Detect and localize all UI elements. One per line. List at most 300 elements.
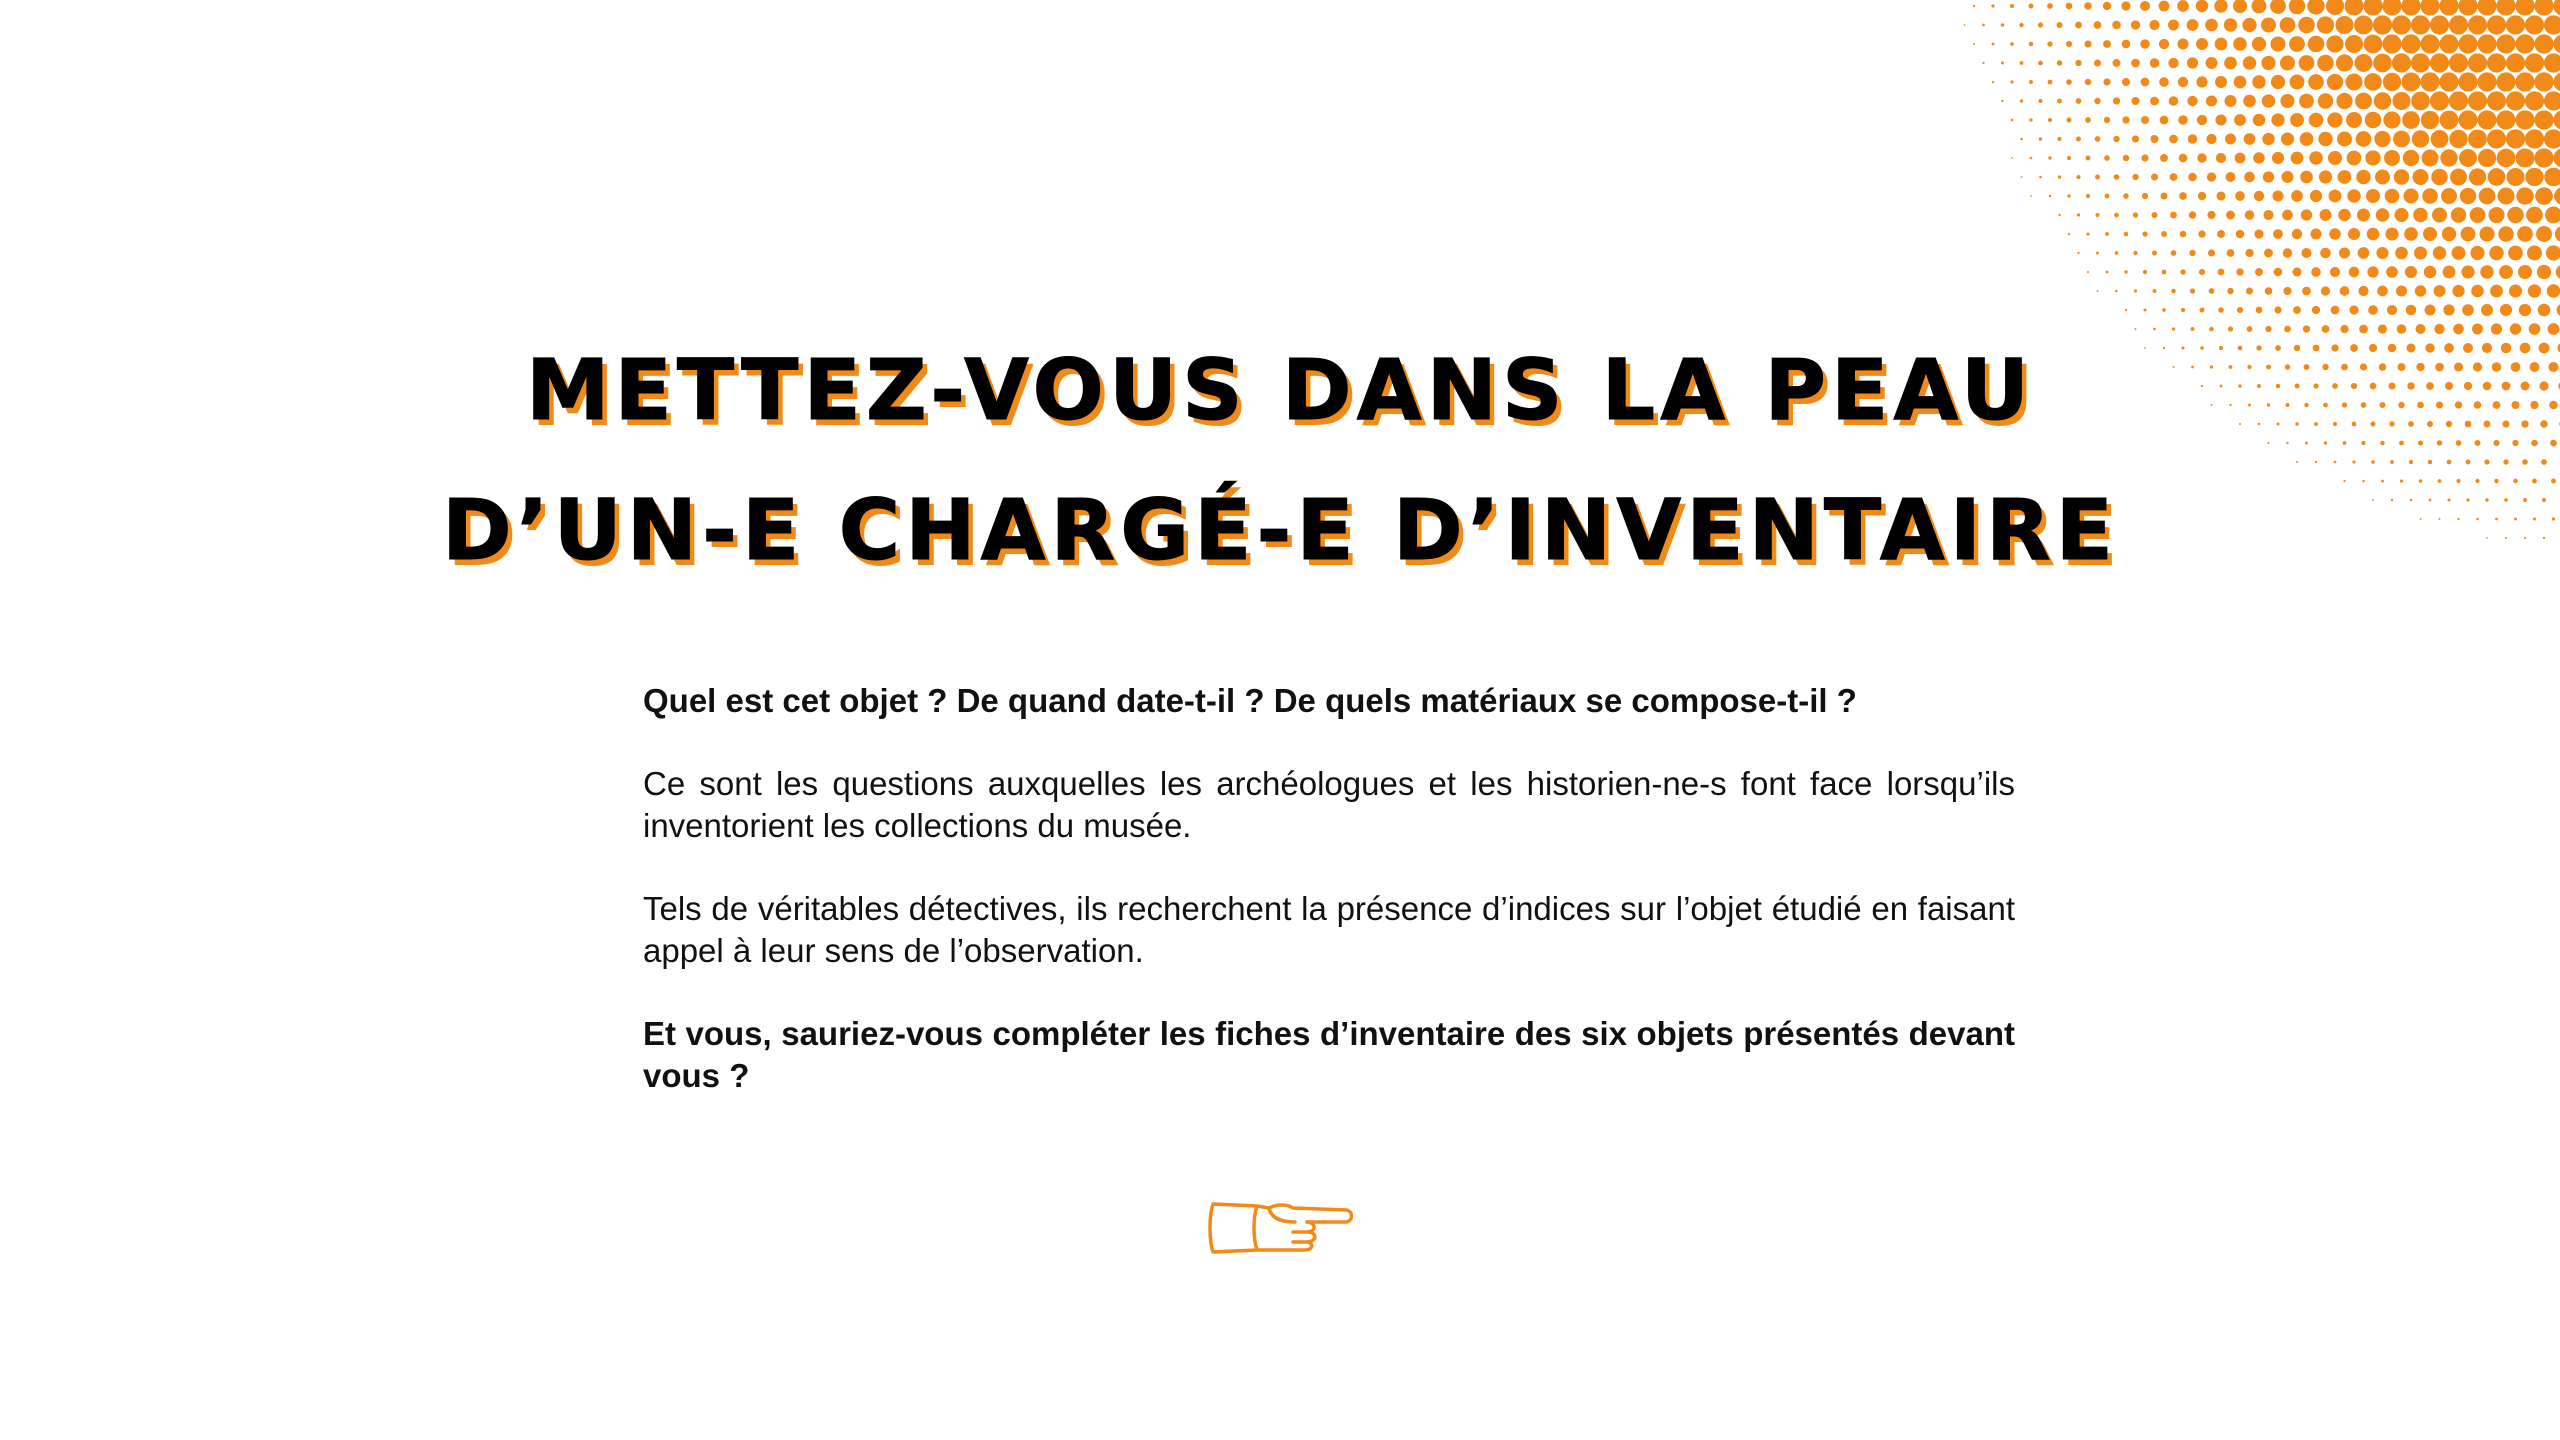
halftone-dot <box>2411 92 2430 111</box>
halftone-dot <box>2114 213 2119 218</box>
halftone-dot <box>2443 266 2456 279</box>
halftone-dot <box>2385 189 2400 204</box>
halftone-dot <box>2387 305 2397 315</box>
halftone-dot <box>2442 227 2456 241</box>
halftone-dot <box>2151 135 2159 143</box>
halftone-dot <box>2048 156 2051 159</box>
halftone-dot <box>2125 309 2127 311</box>
halftone-dot <box>2170 173 2178 181</box>
halftone-dot <box>2525 15 2544 34</box>
halftone-dot <box>2309 151 2322 164</box>
halftone-dot <box>2392 53 2411 72</box>
challenge-paragraph: Et vous, sauriez-vous compléter les fiches d’inventaire des six objets présentés devant vous ? <box>643 1015 2015 1094</box>
halftone-dot <box>2168 58 2178 68</box>
halftone-dot <box>2386 266 2398 278</box>
halftone-dot <box>2346 112 2362 128</box>
context-paragraph: Ce sont les questions auxquelles les archéologues et les historien-ne-s font face lorsqu’ils inventorient les collections du musée. <box>643 765 2015 844</box>
halftone-dot <box>2329 228 2341 240</box>
halftone-dot <box>2356 170 2370 184</box>
halftone-dot <box>2235 153 2246 164</box>
halftone-dot <box>2301 209 2312 220</box>
halftone-dot <box>2338 209 2350 221</box>
halftone-dot <box>2536 226 2552 242</box>
halftone-dot <box>2252 0 2267 13</box>
halftone-dot <box>2106 271 2109 274</box>
halftone-dot <box>2133 212 2138 217</box>
halftone-dot <box>2132 174 2138 180</box>
halftone-dot <box>2368 305 2378 315</box>
halftone-dot <box>2349 305 2358 314</box>
halftone-dot <box>2507 207 2523 223</box>
question-paragraph: Quel est cet objet ? De quand date-t-il ? De quels matériaux se compose-t-il ? <box>643 682 1857 719</box>
halftone-dot <box>2326 35 2343 52</box>
halftone-dot <box>2058 175 2061 178</box>
halftone-dot <box>2497 149 2516 168</box>
halftone-dot <box>2001 61 2004 64</box>
halftone-dot <box>2206 134 2216 144</box>
halftone-dot <box>2534 148 2553 167</box>
halftone-dot <box>2291 152 2304 165</box>
halftone-dot <box>2153 289 2157 293</box>
halftone-dot <box>2366 189 2380 203</box>
halftone-dot <box>2057 99 2062 104</box>
halftone-dot <box>2274 306 2281 313</box>
halftone-dot <box>2048 118 2052 122</box>
halftone-dot <box>2047 3 2053 9</box>
halftone-dot <box>2141 78 2150 87</box>
halftone-dot <box>2048 80 2053 85</box>
halftone-dot <box>2039 137 2042 140</box>
halftone-dot <box>2395 247 2408 260</box>
halftone-dot <box>2312 306 2320 314</box>
halftone-dot <box>2011 119 2014 122</box>
halftone-dot <box>2392 15 2411 34</box>
halftone-dot <box>2376 208 2390 222</box>
halftone-dot <box>2425 305 2436 316</box>
halftone-dot <box>2517 226 2533 242</box>
halftone-dot <box>2525 53 2544 72</box>
halftone-dot <box>2038 61 2043 66</box>
halftone-dot <box>2272 190 2283 201</box>
halftone-dot <box>2392 92 2410 110</box>
halftone-dot <box>2086 156 2091 161</box>
halftone-dot <box>2468 53 2487 72</box>
halftone-dot <box>2256 307 2263 314</box>
halftone-dot <box>2374 92 2391 109</box>
halftone-dot <box>2283 287 2291 295</box>
halftone-dot <box>2307 0 2324 15</box>
halftone-dot <box>2289 36 2305 52</box>
halftone-dot <box>2458 0 2477 16</box>
halftone-dot <box>2299 55 2315 71</box>
halftone-dot <box>2553 34 2560 53</box>
halftone-dot <box>2546 245 2560 260</box>
halftone-dot <box>2556 265 2560 279</box>
halftone-dot <box>2097 290 2099 292</box>
halftone-dot <box>2225 95 2237 107</box>
halftone-dot <box>2293 306 2301 314</box>
halftone-dot <box>2411 15 2430 34</box>
halftone-dot <box>2105 232 2109 236</box>
halftone-dot <box>2320 248 2331 259</box>
halftone-dot <box>2198 192 2206 200</box>
halftone-dot <box>2207 211 2215 219</box>
halftone-dot <box>2320 209 2332 221</box>
halftone-dot <box>2227 249 2235 257</box>
halftone-dot <box>2329 190 2342 203</box>
halftone-dot <box>2401 72 2420 91</box>
halftone-dot <box>2011 157 2013 159</box>
halftone-dot <box>2234 76 2247 89</box>
halftone-dot <box>2339 247 2350 258</box>
halftone-dot <box>2209 288 2215 294</box>
halftone-dot <box>2227 288 2233 294</box>
halftone-dot <box>2243 56 2256 69</box>
halftone-dot <box>2420 0 2439 16</box>
halftone-dot <box>2289 0 2306 14</box>
halftone-dot <box>2246 287 2253 294</box>
halftone-dot <box>2019 23 2023 27</box>
halftone-dot <box>2506 53 2525 72</box>
halftone-dot <box>2449 15 2468 34</box>
halftone-dot <box>2159 1 2170 12</box>
halftone-dot <box>2553 148 2560 167</box>
halftone-dot <box>2347 151 2362 166</box>
halftone-dot <box>2487 15 2506 34</box>
halftone-dot <box>2206 95 2217 106</box>
halftone-dot <box>2236 230 2245 239</box>
halftone-dot <box>2067 118 2072 123</box>
halftone-dot <box>2328 151 2342 165</box>
halftone-dot <box>2188 173 2197 182</box>
halftone-dot <box>2515 110 2534 129</box>
halftone-dot <box>2430 15 2449 34</box>
halftone-dot <box>2439 34 2458 53</box>
halftone-dot <box>2121 1 2130 10</box>
halftone-dot <box>2519 304 2531 316</box>
halftone-dot <box>2487 91 2506 110</box>
halftone-dot <box>2270 0 2286 14</box>
halftone-dot <box>2420 34 2439 53</box>
halftone-dot <box>2300 132 2314 146</box>
halftone-dot <box>2152 250 2157 255</box>
halftone-dot <box>2187 96 2197 106</box>
halftone-dot <box>2113 59 2121 67</box>
halftone-dot <box>2237 307 2243 313</box>
halftone-dot <box>2272 152 2284 164</box>
halftone-dot <box>2547 284 2560 298</box>
halftone-dot <box>2096 213 2100 217</box>
halftone-dot <box>2254 229 2263 238</box>
halftone-dot <box>1982 24 1985 27</box>
halftone-dot <box>2327 112 2342 127</box>
halftone-dot <box>2290 75 2305 90</box>
halftone-dot <box>2094 59 2101 66</box>
halftone-dot <box>2177 38 2188 49</box>
halftone-dot <box>2336 93 2352 109</box>
halftone-dot <box>2242 18 2256 32</box>
halftone-dot <box>2215 76 2227 88</box>
halftone-dot <box>2477 34 2496 53</box>
halftone-dot <box>2349 267 2360 278</box>
halftone-dot <box>2413 169 2429 185</box>
halftone-dot <box>2415 285 2426 296</box>
halftone-dot <box>2300 171 2313 184</box>
halftone-dot <box>2337 131 2352 146</box>
halftone-dot <box>2075 60 2081 66</box>
halftone-dot <box>2047 41 2052 46</box>
halftone-dot <box>2470 246 2484 260</box>
halftone-dot <box>2433 246 2446 259</box>
halftone-dot <box>2215 38 2228 51</box>
halftone-dot <box>2345 35 2363 53</box>
halftone-dot <box>2382 0 2401 16</box>
halftone-dot <box>1973 43 1975 45</box>
halftone-dot <box>2335 16 2353 34</box>
halftone-dot <box>2374 131 2390 147</box>
halftone-dot <box>2394 169 2409 184</box>
halftone-dot <box>2105 194 2110 199</box>
halftone-dot <box>2113 97 2120 104</box>
halftone-dot <box>2263 171 2274 182</box>
halftone-dot <box>2468 91 2487 110</box>
halftone-dot <box>2123 155 2129 161</box>
halftone-dot <box>2490 285 2503 298</box>
halftone-dot <box>2038 99 2042 103</box>
halftone-dot <box>2423 227 2437 241</box>
halftone-dot <box>2500 304 2512 316</box>
halftone-dot <box>2506 129 2525 148</box>
pointing-hand-icon[interactable] <box>1207 1198 1353 1258</box>
halftone-dot <box>2326 0 2344 15</box>
halftone-dot <box>2506 168 2524 186</box>
halftone-dot <box>2189 211 2196 218</box>
halftone-dot <box>2253 152 2264 163</box>
halftone-dot <box>2431 169 2447 185</box>
halftone-dot <box>2413 208 2428 223</box>
halftone-dot <box>2067 156 2071 160</box>
halftone-dot <box>2281 132 2294 145</box>
halftone-dot <box>2383 73 2401 91</box>
halftone-dot <box>2431 130 2449 148</box>
halftone-dot <box>2190 288 2195 293</box>
halftone-dot <box>2345 0 2364 15</box>
halftone-dot <box>1973 5 1975 7</box>
halftone-dot <box>2095 175 2100 180</box>
halftone-dot <box>2488 168 2506 186</box>
halftone-dot <box>2411 53 2430 72</box>
halftone-dot <box>2187 57 2198 68</box>
halftone-dot <box>2440 149 2457 166</box>
halftone-dot <box>2302 287 2311 296</box>
halftone-dot <box>2198 230 2205 237</box>
halftone-dot <box>2394 208 2408 222</box>
halftone-dot <box>2311 267 2321 277</box>
halftone-dot <box>2393 131 2410 148</box>
title-line-2: D’UN-E CHARGÉ-E D’INVENTAIRE <box>441 481 2119 579</box>
halftone-dot <box>2255 268 2263 276</box>
halftone-dot <box>2103 2 2111 10</box>
slide-title <box>0 320 2560 600</box>
halftone-dot <box>2406 305 2417 316</box>
halftone-dot <box>2405 266 2417 278</box>
halftone-dot <box>2461 265 2474 278</box>
halftone-dot <box>2528 284 2541 297</box>
halftone-dot <box>2029 80 2033 84</box>
halftone-dot <box>2057 137 2061 141</box>
halftone-dot <box>2357 208 2370 221</box>
halftone-dot <box>2318 132 2332 146</box>
halftone-dot <box>2149 20 2159 30</box>
halftone-dot <box>2364 73 2382 91</box>
halftone-dot <box>2516 187 2533 204</box>
halftone-dot <box>2348 228 2360 240</box>
halftone-dot <box>2141 154 2148 161</box>
halftone-dot <box>2356 131 2372 147</box>
halftone-dot <box>2122 78 2130 86</box>
halftone-dot <box>2518 265 2532 279</box>
halftone-dot <box>2534 72 2553 91</box>
halftone-dot <box>2449 91 2468 110</box>
halftone-dot <box>2499 265 2513 279</box>
halftone-dot <box>2095 136 2101 142</box>
halftone-dot <box>2225 134 2236 145</box>
halftone-dot <box>2161 193 2168 200</box>
halftone-dot <box>2489 246 2503 260</box>
halftone-dot <box>2233 0 2247 13</box>
halftone-dot <box>2254 191 2264 201</box>
halftone-dot <box>2029 4 2034 9</box>
halftone-dot <box>2140 39 2149 48</box>
halftone-dot <box>2354 16 2373 35</box>
halftone-dot <box>2506 15 2525 34</box>
halftone-dot <box>2462 304 2474 316</box>
halftone-dot <box>2345 73 2362 90</box>
halftone-dot <box>2557 304 2560 317</box>
halftone-dot <box>2480 265 2494 279</box>
halftone-dot <box>2076 98 2082 104</box>
halftone-dot <box>2538 304 2551 317</box>
halftone-dot <box>2377 286 2388 297</box>
halftone-dot <box>2443 304 2454 315</box>
halftone-dot <box>2197 115 2207 125</box>
halftone-dot <box>2508 246 2523 261</box>
halftone-dot <box>2340 286 2350 296</box>
halftone-dot <box>2244 172 2255 183</box>
halftone-dot <box>2180 269 2185 274</box>
halftone-dot <box>2234 114 2246 126</box>
halftone-dot <box>2280 17 2296 33</box>
halftone-dot <box>2477 110 2496 129</box>
halftone-dot <box>2403 188 2418 203</box>
halftone-dot <box>2458 72 2477 91</box>
halftone-dot <box>2196 76 2207 87</box>
halftone-dot <box>2396 285 2407 296</box>
halftone-dot <box>2498 226 2513 241</box>
halftone-dot <box>2430 91 2449 110</box>
halftone-dot <box>2478 149 2496 167</box>
halftone-dot <box>2291 190 2303 202</box>
halftone-dot <box>2124 270 2127 273</box>
halftone-dot <box>2401 0 2420 16</box>
halftone-dot <box>2131 20 2140 29</box>
halftone-dot <box>2468 15 2487 34</box>
halftone-dot <box>2432 208 2447 223</box>
halftone-dot <box>2160 154 2168 162</box>
halftone-dot <box>1991 4 1994 7</box>
halftone-dot <box>2039 176 2042 179</box>
halftone-dot <box>2496 34 2515 53</box>
halftone-dot <box>2218 269 2225 276</box>
halftone-dot <box>2020 138 2023 141</box>
halftone-dot <box>2038 22 2043 27</box>
halftone-dot <box>2010 42 2014 46</box>
halftone-dot <box>2115 290 2118 293</box>
halftone-dot <box>2021 176 2023 178</box>
halftone-dot <box>2309 113 2324 128</box>
halftone-dot <box>2245 249 2253 257</box>
halftone-dot <box>2197 153 2206 162</box>
halftone-dot <box>2506 91 2525 110</box>
halftone-dot <box>2143 270 2147 274</box>
halftone-dot <box>2509 284 2522 297</box>
halftone-dot <box>2245 210 2254 219</box>
halftone-dot <box>2076 137 2081 142</box>
halftone-dot <box>2317 55 2333 71</box>
halftone-dot <box>2422 188 2437 203</box>
halftone-dot <box>2196 38 2208 50</box>
halftone-dot <box>2544 53 2560 72</box>
halftone-dot <box>2321 286 2330 295</box>
halftone-dot <box>2150 58 2160 68</box>
halftone-dot <box>2113 136 2119 142</box>
halftone-dot <box>2365 112 2382 129</box>
halftone-dot <box>2270 36 2285 51</box>
halftone-dot <box>2084 2 2092 10</box>
halftone-dot <box>2449 130 2467 148</box>
halftone-dot <box>2151 173 2158 180</box>
halftone-dot <box>1992 81 1994 83</box>
halftone-dot <box>2471 285 2484 298</box>
halftone-dot <box>2534 34 2553 53</box>
halftone-dot <box>2169 96 2179 106</box>
halftone-dot <box>2243 95 2256 108</box>
halftone-dot <box>2262 133 2274 145</box>
halftone-dot <box>2544 129 2560 148</box>
halftone-dot <box>2373 54 2392 73</box>
halftone-dot <box>2096 252 2099 255</box>
halftone-dot <box>2253 114 2266 127</box>
halftone-dot <box>2477 72 2496 91</box>
halftone-dot <box>2421 111 2439 129</box>
halftone-dot <box>2030 157 2033 160</box>
halftone-dot <box>2283 248 2292 257</box>
halftone-dot <box>2252 75 2265 88</box>
halftone-dot <box>2076 175 2080 179</box>
halftone-dot <box>2233 37 2246 50</box>
halftone-dot <box>2087 271 2089 273</box>
halftone-dot <box>2292 229 2302 239</box>
halftone-dot <box>2384 150 2400 166</box>
halftone-dot <box>2318 93 2333 108</box>
halftone-dot <box>2180 231 2187 238</box>
halftone-dot <box>2226 211 2235 220</box>
halftone-dot <box>2358 286 2368 296</box>
halftone-dot <box>2544 91 2560 110</box>
halftone-dot <box>2217 230 2225 238</box>
halftone-dot <box>2544 15 2560 34</box>
halftone-dot <box>2280 94 2294 108</box>
